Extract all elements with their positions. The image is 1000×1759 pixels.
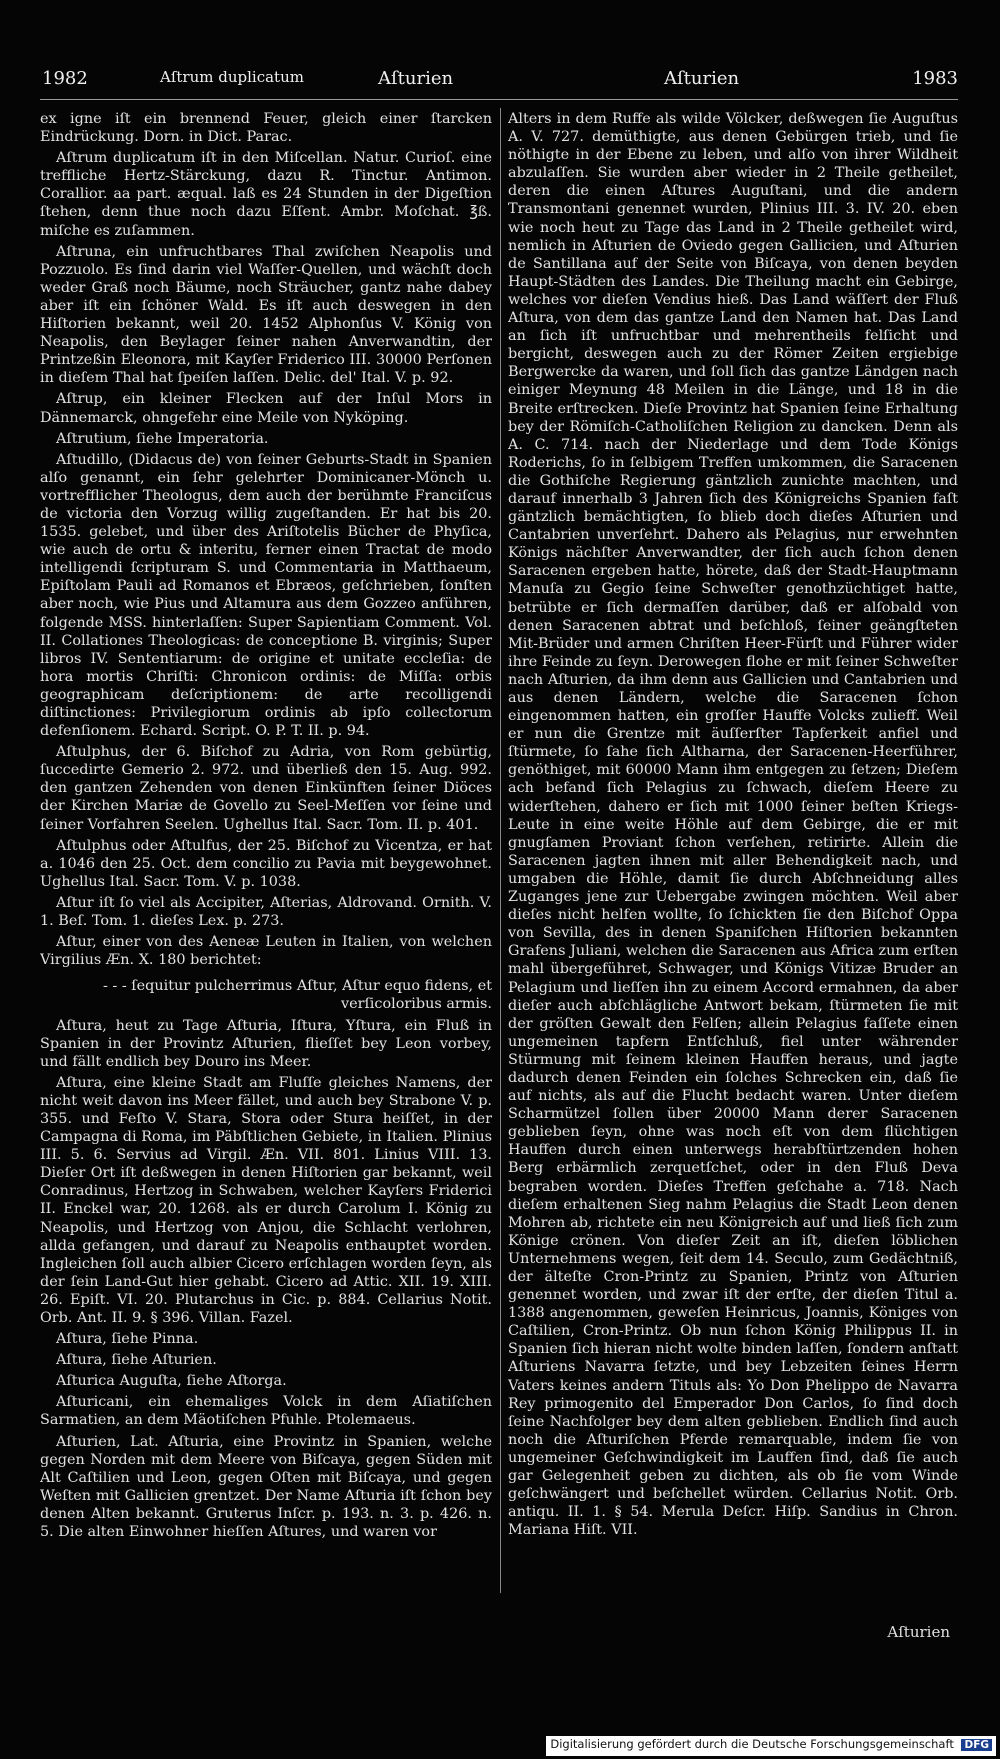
verse-quotation: - - - ſequitur pulcherrimus Aſtur, Aſtur equo fidens, et verſicoloribus armis. — [102, 978, 492, 1013]
entry-paragraph: Aſtruna, ein unfruchtbares Thal zwiſchen Neapolis und Pozzuolo. Es ſind darin viel Waſſer-Quellen, und wächſt doch weder Graß noch Bäume, noch Sträucher, gantz nahe dabey aber iſt ein ſchöner Wald. Es iſt auch deswegen in den Hiſtorien bekannt, weil 20. 1452 Alphonſus V. König von Neapolis, den Beylager ſeiner nahen Anverwandtin, der Printzeßin Eleonora, mit Kayſer Friderico III. 30000 Perſonen in dieſem Thal hat ſpeiſen laſſen. Delic. del' Ital. V. p. 92. — [40, 243, 492, 387]
column-divider — [500, 108, 501, 1593]
entry-paragraph: Aſtulphus oder Aſtulfus, der 25. Biſchof zu Vicentza, er hat a. 1046 den 25. Oct. dem concilio zu Pavia mit beygewohnet. Ughellus Ital. Sacr. Tom. V. p. 1038. — [40, 837, 492, 890]
entry-paragraph: Aſtrum duplicatum iſt in den Miſcellan. Natur. Curioſ. eine treffliche Hertz-Stärckung, dazu R. Tinctur. Antimon. Corallior. aa part. æqual. laß es 24 Stunden in der Digeſtion ſtehen, denn thue noch dazu Eſſent. Ambr. Moſchat. ℥ß. miſche es zuſammen. — [40, 150, 492, 239]
entry-paragraph: Aſtrup, ein kleiner Flecken auf der Inſul Mors in Dännemarck, ohngefehr eine Meile von Nyköping. — [40, 391, 492, 426]
entry-paragraph: Aſturien, Lat. Aſturia, eine Provintz in Spanien, welche gegen Norden mit dem Meere von Biſcaya, gegen Süden mit Alt Caſtilien und Leon, gegen Oſten mit Biſcaya, und gegen Weſten mit Gallicien grentzet. Der Name Aſturia iſt ſchon bey denen Alten bekannt. Gruterus Inſcr. p. 193. n. 3. p. 426. n. 5. Die alten Einwohner hieſſen Aſtures, und waren vor — [40, 1433, 492, 1541]
left-page-number: 1982 — [42, 68, 88, 89]
entry-paragraph: Aſtrutium, ſiehe Imperatoria. — [56, 430, 269, 447]
left-running-title: Aſtrum duplicatum — [160, 68, 304, 86]
entry-paragraph: Aſtudillo, (Didacus de) von ſeiner Geburts-Stadt in Spanien alſo genannt, ein ſehr gelehrter Dominicaner-Mönch u. vortrefflicher Theologus, dem auch der berühmte Franciſcus de victoria den Vorzug willig zugeſtanden. Er hat bis 20. 1535. gelebet, und über des Ariſtotelis Bücher de Phyſica, wie auch de ortu & interitu, ferner einen Tractat de modo intelligendi ſcripturam S. und Commentaria in Matthaeum, Epiſtolam Pauli ad Romanos et Ebræos, geſchrieben, ſonſten aber noch, wie Pius und Altamura aus dem Gozzeo anführen, folgende MSS. hinterlaſſen: Super Sapientiam Comment. Vol. II. Collationes Theologicas: de conceptione B. virginis; Super libros IV. Sententiarum: de origine et unitate eccleſia: de hora mortis Chriſti: Chronicon ordinis: de Miſſa: orbis geographicam deſcriptionem: de arte recolligendi diſtinctiones: Privilegiorum ordinis ab ipſo collectorum defenſionem. Echard. Script. O. P. T. II. p. 94. — [40, 451, 492, 740]
catchword: Aſturien — [887, 1623, 950, 1641]
right-text-column — [508, 110, 958, 1620]
entry-paragraph: Aſtura, heut zu Tage Aſturia, Iſtura, Yſtura, ein Fluß in Spanien in der Provintz Aſturien, flieſſet bey Leon vorbey, und fällt endlich bey Douro ins Meer. — [40, 1017, 492, 1070]
running-header — [40, 62, 958, 96]
right-section-title: Aſturien — [664, 68, 740, 89]
entry-paragraph: Aſturica Auguſta, ſiehe Aſtorga. — [56, 1373, 287, 1390]
entry-paragraph: Alters in dem Ruffe als wilde Völcker, deßwegen ſie Auguſtus A. V. 727. demüthigte, aus denen Gebürgen trieb, und ſie nöthigte in der Ebene zu leben, und alſo von ihrer Wildheit abzulaſſen. Sie wurden aber wieder in 2 Theile getheilet, deren die einen Aſtures Auguſtani, und die andern Transmontani genennet wurden, Plinius III. 3. IV. 20. eben wie noch heut zu Tage das Land in 2 Theile getheilet wird, nemlich in Aſturien de Oviedo gegen Gallicien, und Aſturien de Santillana auf der Seite von Biſcaya, von denen beyden Haupt-Städten des Landes. Die Theilung macht ein Gebirge, welches vor dieſen Vendius hieß. Das Land wäſſert der Fluß Aſtura, von dem das gantze Land den Namen hat. Das Land an ſich iſt unfruchtbar und mehrentheils felſicht und bergicht, deswegen auch zu der Römer Zeiten ergiebige Bergwercke da waren, und ſoll ſich das gantze Ländgen nach einiger Meynung 48 Meilen in die Länge, und 18 in die Breite erſtrecken. Dieſe Provintz hat Spanien ſeine Erhaltung bey der Römiſch-Catholiſchen Religion zu dancken. Denn als A. C. 714. nach der Niederlage und dem Tode Königs Roderichs, ſo in ſelbigem Treffen umkommen, die Saracenen die Gothiſche Regierung gäntzlich zunichte machten, und darauf innerhalb 3 Jahren ſich des Königreichs Spanien faſt gäntzlich bemächtigten, ſo blieb doch dieſes Aſturien und Cantabrien unverſehrt. Dahero als Pelagius, nur erwehnten Königs nächſter Anverwandter, der ſich auch ſchon denen Saracenen ergeben hatte, hörete, daß der Stadt-Hauptmann Manuſa zu Gegio ſeine Schweſter genothzüchtiget hatte, betrübte er ſich dermaſſen darüber, daß er alſobald von denen Saracenen abtrat und beſchloß, ſeiner geängſteten Mit-Brüder und armen Chriſten Heer-Fürſt und Führer wider ihre Feinde zu ſeyn. Derowegen flohe er mit ſeiner Schweſter nach Aſturien, da ihm denn aus Gallicien und Cantabrien und aus denen Ländern, welche die Saracenen ſchon eingenommen hatten, ein groſſer Hauffe Volcks zulieff. Weil er nun die Grentze mit äuſſerſter Tapferkeit anfiel und ſtürmete, ſo ſahe ſich Altharna, der Saracenen-Heerführer, genöthiget, mit 60000 Mann ihm entgegen zu ſetzen; Dieſem ach befand ſich Pelagius zu ſchwach, dieſem Heere zu widerſtehen, dahero er ſich mit 1000 ſeiner beſten Kriegs-Leute in eine weite Höhle auf dem Gebirge, die er mit gnugſamen Proviant ſchon verſehen, retirirte. Allein die Saracenen jagten ihnen mit aller Behendigkeit nach, und umgaben die Höhle, damit ſie durch Abſchneidung alles Zuganges jene zur Uebergabe zwingen möchten. Weil aber dieſes nicht helfen wollte, ſo ſchickten ſie den Biſchof Oppa von Sevilla, des in denen Spaniſchen Hiſtorien bekannten Grafens Juliani, welchen die Saracenen aus Africa zum erſten mahl übergeführet, Schwager, und Königs Vitizæ Bruder an Pelagium und lieſſen ihn zu einem Accord ermahnen, da aber dieſer auch abſchlägliche Antwort bekam, ſtürmeten ſie mit der gröſten Gewalt den Felſen; allein Pelagius faſſete einen ungemeinen tapfern Entſchluß, fiel unter währender Stürmung mit ſeinem kleinen Hauffen heraus, und jagte dadurch denen Feinden ein ſolches Schrecken ein, daß ſie auf nichts, als auf die Flucht bedacht waren. Unter dieſem Scharmützel ſollen über 20000 Mann derer Saracenen geblieben ſeyn, ohne was noch eſt von dem flüchtigen Hauffen durch einen unterwegs herabſtürtzenden hohen Berg erbärmlich zerquetſchet, oder in den Fluß Deva begraben worden. Dieſes Treffen geſchahe a. 718. Nach dieſem erhaltenen Sieg nahm Pelagius die Stadt Leon denen Mohren ab, richtete ein neu Königreich auf und ließ ſich zum Könige crönen. Von dieſer Zeit an iſt, dieſen löblichen Unternehmens wegen, ſeit dem 14. Seculo, zum Gedächtniß, der älteſte Cron-Printz zu Spanien, Printz von Aſturien genennet worden, und zwar iſt der erſte, der dieſen Titul a. 1388 angenommen, geweſen Heinricus, Joannis, Königes von Caſtilien, Cron-Printz. Ob nun ſchon König Philippus II. in Spanien ſich hieran nicht wolte binden laſſen, ſondern anſtatt Aſturiens Navarra ſetzte, und bey Lebzeiten ſeines Herrn Vaters keines andern Tituls als: Yo Don Phelippo de Navarra Rey primogenito del Emperador Don Carlos, ſo ſind doch ſeine Nachfolger bey dem alten geblieben. Endlich ſind auch noch die Aſturiſchen Pferde remarquable, indem ſie von ungemeiner Geſchwindigkeit im Lauffen ſind, daß ſie auch gar Gelegenheit geben zu dichten, als ob ſie vom Winde geſchwängert und beſchellet würden. Cellarius Notit. Orb. antiqu. II. 1. § 54. Merula Deſcr. Hiſp. Sandius in Chron. Mariana Hiſt. VII. — [508, 111, 958, 1539]
right-page-number: 1983 — [912, 68, 958, 89]
entry-paragraph: Aſtulphus, der 6. Biſchof zu Adria, von Rom gebürtig, ſuccedirte Gemerio 2. 972. und überließ den 15. Aug. 992. den gantzen Zehenden von denen Einkünften ſeiner Diöces der Kirchen Mariæ de Govello zu Seel-Meſſen vor ſeine und ſeiner Vorfahren Seelen. Ughellus Ital. Sacr. Tom. II. p. 401. — [40, 744, 492, 833]
left-section-title: Aſturien — [378, 68, 454, 89]
entry-paragraph: ex igne iſt ein brennend Feuer, gleich einer ſtarcken Eindrückung. Dorn. in Dict. Parac. — [40, 111, 492, 146]
entry-paragraph: Aſtura, eine kleine Stadt am Fluſſe gleiches Namens, der nicht weit davon ins Meer fället, und auch bey Strabone V. p. 355. und Feſto V. Stara, Stora oder Stura heiſſet, in der Campagna di Roma, im Päbſtlichen Gebiete, in Italien. Plinius III. 5. 6. Servius ad Virgil. Æn. VII. 801. Linius VIII. 13. Dieſer Ort iſt deßwegen in denen Hiſtorien gar bekannt, weil Conradinus, Hertzog in Schwaben, welcher Kayſers Friderici II. Enckel war, 20. 1268. als er durch Carolum I. König zu Neapolis, und Hertzog von Anjou, die Schlacht verlohren, allda gefangen, und darauf zu Neapolis enthauptet worden. Ingleichen ſoll auch albier Cicero erſchlagen worden ſeyn, als der ſein Land-Gut hier gehabt. Cicero ad Attic. XII. 19. XIII. 26. Epiſt. VI. 20. Plutarchus in Cic. p. 884. Cellarius Notit. Orb. Ant. II. 9. § 396. Villan. Fazel. — [40, 1074, 492, 1326]
entry-paragraph: Aſturicani, ein ehemaliges Volck in dem Aſiatiſchen Sarmatien, an dem Mäotiſchen Pfuhle. Ptolemaeus. — [40, 1394, 492, 1429]
dfg-logo: DFG — [961, 1739, 992, 1751]
digitization-footer — [546, 1736, 996, 1756]
entry-paragraph: Aſtur, einer von des Aeneæ Leuten in Italien, von welchen Virgilius Æn. X. 180 berichtet: — [40, 934, 492, 969]
header-rule — [40, 99, 958, 100]
left-text-column — [40, 110, 492, 1620]
entry-paragraph: Aſtura, ſiehe Aſturien. — [56, 1352, 217, 1369]
entry-paragraph: Aſtura, ſiehe Pinna. — [56, 1331, 199, 1348]
footer-text: Digitalisierung gefördert durch die Deutsche Forschungsgemeinschaft — [550, 1737, 954, 1751]
entry-paragraph: Aſtur iſt ſo viel als Accipiter, Aſterias, Aldrovand. Ornith. V. 1. Beſ. Tom. 1. dieſes Lex. p. 273. — [40, 894, 492, 930]
